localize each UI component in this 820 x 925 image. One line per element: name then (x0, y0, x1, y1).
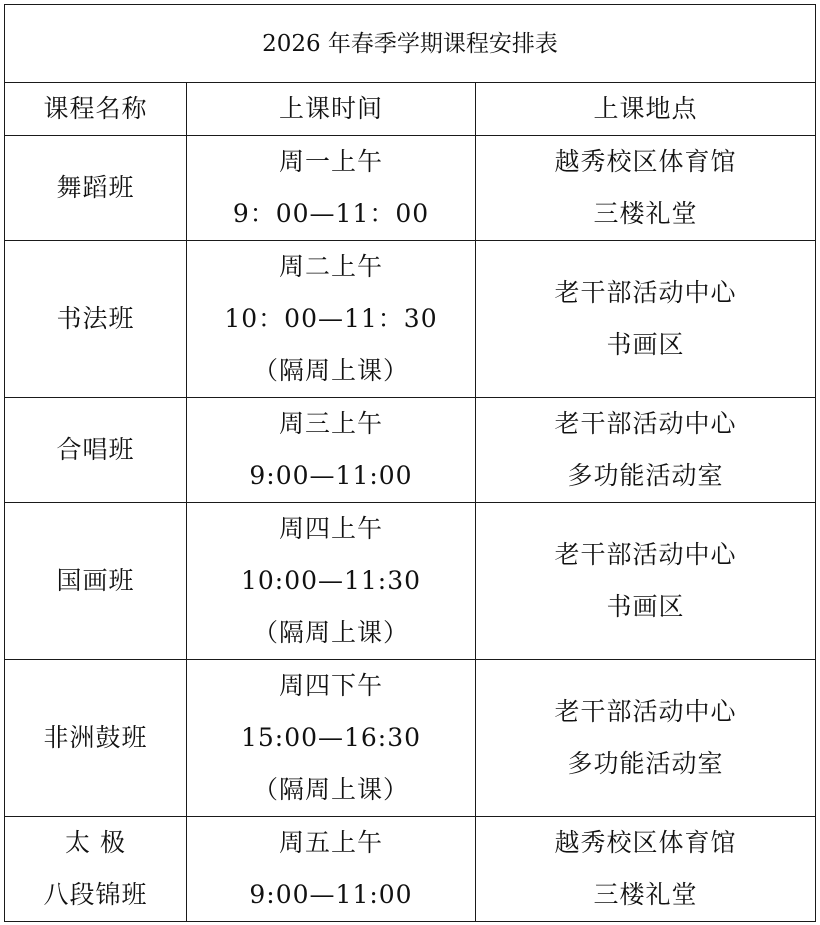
class-location-cell (476, 817, 816, 922)
location-venue: 越秀校区体育馆 (554, 828, 737, 857)
location-room: 多功能活动室 (567, 749, 724, 778)
location-venue: 老干部活动中心 (554, 278, 737, 307)
course-name-line-2: 八段锦班 (43, 880, 148, 909)
header-course-name: 课程名称 (5, 83, 187, 136)
course-name-cell (5, 503, 187, 660)
class-location-cell (476, 503, 816, 660)
table-row (5, 817, 816, 922)
class-time-cell (187, 817, 476, 922)
class-frequency-note: （隔周上课） (252, 356, 409, 385)
location-room: 书画区 (606, 592, 685, 621)
schedule-document (4, 4, 815, 922)
class-location-cell (476, 398, 816, 503)
class-location-cell (476, 136, 816, 241)
class-hours: 15:00—16:30 (240, 723, 422, 752)
class-time-cell (187, 503, 476, 660)
class-time-cell (187, 241, 476, 398)
location-venue: 老干部活动中心 (554, 697, 737, 726)
location-venue: 老干部活动中心 (554, 540, 737, 569)
class-day: 周一上午 (278, 147, 383, 176)
class-time-cell (187, 136, 476, 241)
location-room: 三楼礼堂 (593, 880, 698, 909)
class-time-cell (187, 660, 476, 817)
table-header-row (5, 83, 816, 136)
table-title-row (5, 5, 816, 83)
class-day: 周四上午 (278, 514, 383, 543)
header-class-time: 上课时间 (187, 83, 476, 136)
class-day: 周三上午 (278, 409, 383, 438)
course-name: 书法班 (56, 304, 135, 333)
class-hours: 9:00—11:00 (249, 461, 413, 490)
table-row (5, 136, 816, 241)
location-room: 三楼礼堂 (593, 199, 698, 228)
class-hours: 10：00—11：30 (224, 304, 438, 333)
class-location-cell (476, 660, 816, 817)
course-name: 国画班 (56, 566, 135, 595)
course-name-cell (5, 660, 187, 817)
table-row (5, 398, 816, 503)
course-schedule-table (4, 4, 816, 922)
class-time-cell (187, 398, 476, 503)
class-hours: 9:00—11:00 (249, 880, 413, 909)
course-name: 非洲鼓班 (43, 723, 148, 752)
course-name-cell (5, 398, 187, 503)
course-name-cell (5, 241, 187, 398)
course-name-line-1: 太 极 (65, 828, 126, 857)
location-venue: 越秀校区体育馆 (554, 147, 737, 176)
table-title: 2026 年春季学期课程安排表 (5, 5, 816, 83)
table-row (5, 241, 816, 398)
class-hours: 10:00—11:30 (240, 566, 422, 595)
class-day: 周四下午 (278, 671, 383, 700)
class-location-cell (476, 241, 816, 398)
course-name: 舞蹈班 (56, 173, 135, 202)
table-row (5, 503, 816, 660)
course-name-cell (5, 136, 187, 241)
header-class-location: 上课地点 (476, 83, 816, 136)
class-frequency-note: （隔周上课） (252, 618, 409, 647)
course-name: 合唱班 (56, 435, 135, 464)
location-room: 书画区 (606, 330, 685, 359)
course-name-cell (5, 817, 187, 922)
class-day: 周五上午 (278, 828, 383, 857)
class-frequency-note: （隔周上课） (252, 775, 409, 804)
location-venue: 老干部活动中心 (554, 409, 737, 438)
location-room: 多功能活动室 (567, 461, 724, 490)
table-row (5, 660, 816, 817)
class-day: 周二上午 (278, 252, 383, 281)
class-hours: 9：00—11：00 (232, 199, 430, 228)
